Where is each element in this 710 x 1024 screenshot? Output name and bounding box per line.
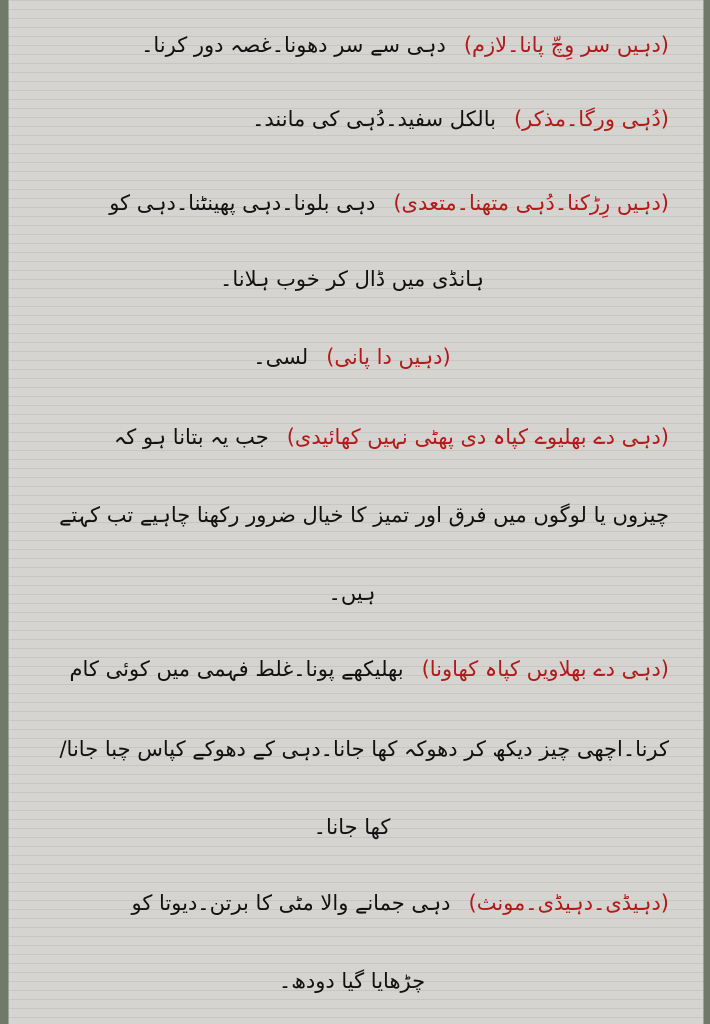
entry-definition: چڑھایا گیا دودھ۔ (278, 969, 426, 993)
entry-continuation (35, 500, 669, 530)
entry-headword: (دہی دے بھلاویں کپاہ کھاونا) (421, 657, 669, 681)
entry-line (35, 654, 669, 684)
entry-line (35, 888, 669, 918)
entry-continuation (35, 264, 669, 294)
entry-definition: دہی سے سر دھونا۔غصہ دور کرنا۔ (141, 33, 446, 57)
entry-continuation (35, 734, 669, 764)
entry-definition: کرنا۔اچھی چیز دیکھ کر دھوکہ کھا جانا۔دہی کے دھوکے کپاس چبا جانا/ (59, 737, 669, 761)
entry-definition: ہانڈی میں ڈال کر خوب ہلانا۔ (220, 267, 484, 291)
entry-headword: (دہی دے بھلیوے کپاہ دی پھٹی نہیں کھائیدی) (286, 425, 669, 449)
entry-headword: (دہیں سر وِچّ پانا۔لازم) (463, 33, 669, 57)
entry-headword: (دُہی ورگا۔مذکر) (513, 107, 669, 131)
entry-definition: ہیں۔ (328, 581, 376, 605)
entry-line (35, 30, 669, 60)
entry-continuation (35, 578, 669, 608)
entry-continuation (35, 966, 669, 996)
entry-definition: دہی بلونا۔دہی پھینٹنا۔دہی کو (109, 191, 376, 215)
entry-headword: (دہیں رِڑکنا۔دُہی متھنا۔متعدی) (393, 191, 669, 215)
dictionary-page (8, 0, 704, 1024)
entry-definition: کھا جانا۔ (313, 815, 391, 839)
entry-continuation (35, 812, 669, 842)
entry-definition: چیزوں یا لوگوں میں فرق اور تمیز کا خیال ضرور رکھنا چاہیے تب کہتے (59, 503, 669, 527)
entry-line (35, 422, 669, 452)
entry-definition: جب یہ بتانا ہو کہ (113, 425, 269, 449)
entry-definition: دہی جمانے والا مٹی کا برتن۔دیوتا کو (131, 891, 451, 915)
entry-line (35, 104, 669, 134)
entry-headword: (دہیں دا پانی) (326, 345, 451, 369)
entry-definition: بھلیکھے پونا۔غلط فہمی میں کوئی کام (69, 657, 404, 681)
entry-definition: لسی۔ (253, 345, 309, 369)
entry-headword: (دہیڈی۔دہیڈی۔مونث) (468, 891, 669, 915)
entry-line (35, 188, 669, 218)
entry-line (35, 342, 669, 372)
entry-definition: بالکل سفید۔دُہی کی مانند۔ (252, 107, 496, 131)
